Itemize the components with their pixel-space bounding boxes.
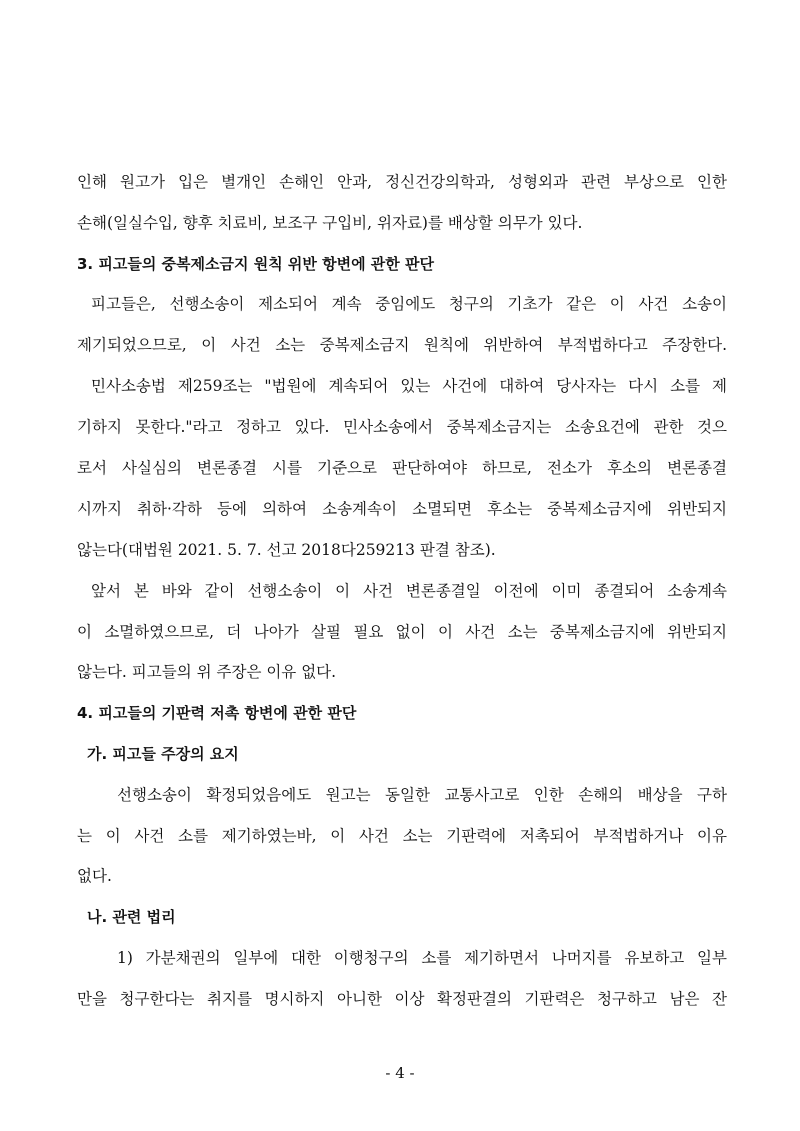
body-text-line: 앞서 본 바와 같이 선행소송이 이 사건 변론종결일 이전에 이미 종결되어 소송계속 (91, 582, 727, 600)
body-text-line: 인해 원고가 입은 별개인 손해인 안과, 정신건강의학과, 성형외과 관련 부상으로 인한 (77, 173, 727, 191)
body-text-line: 않는다. 피고들의 위 주장은 이유 없다. (77, 663, 337, 681)
page-number: - 4 - (385, 1064, 415, 1082)
body-text-line: 기하지 못한다."라고 정하고 있다. 민사소송에서 중복제소금지는 소송요건에 관한 것으 (77, 418, 727, 436)
body-text-line: 로서 사실심의 변론종결 시를 기준으로 판단하여야 하므로, 전소가 후소의 변론종결 (77, 459, 727, 477)
body-text-line: 손해(일실수입, 향후 치료비, 보조구 구입비, 위자료)를 배상할 의무가 있다. (77, 214, 583, 232)
subsection-heading-na: 나. 관련 법리 (87, 908, 176, 926)
body-text-line: 1) 가분채권의 일부에 대한 이행청구의 소를 제기하면서 나머지를 유보하고 일부 (117, 949, 727, 967)
section-heading-4: 4. 피고들의 기판력 저촉 항변에 관한 판단 (77, 704, 357, 722)
body-text-line: 선행소송이 확정되었음에도 원고는 동일한 교통사고로 인한 손해의 배상을 구하 (117, 786, 727, 804)
body-text-line: 이 소멸하였으므로, 더 나아가 살필 필요 없이 이 사건 소는 중복제소금지에 위반되지 (77, 623, 727, 641)
body-text-line: 않는다(대법원 2021. 5. 7. 선고 2018다259213 판결 참조). (77, 541, 496, 559)
body-text-line: 민사소송법 제259조는 "법원에 계속되어 있는 사건에 대하여 당사자는 다시 소를 제 (91, 377, 727, 395)
body-text-line: 시까지 취하·각하 등에 의하여 소송계속이 소멸되면 후소는 중복제소금지에 위반되지 (77, 500, 727, 518)
body-text-line: 만을 청구한다는 취지를 명시하지 아니한 이상 확정판결의 기판력은 청구하고 남은 잔 (77, 990, 727, 1008)
body-text-line: 제기되었으므로, 이 사건 소는 중복제소금지 원칙에 위반하여 부적법하다고 주장한다. (77, 336, 727, 354)
body-text-line: 피고들은, 선행소송이 제소되어 계속 중임에도 청구의 기초가 같은 이 사건 소송이 (91, 295, 727, 313)
section-heading-3: 3. 피고들의 중복제소금지 원칙 위반 항변에 관한 판단 (77, 255, 434, 273)
body-text-line: 는 이 사건 소를 제기하였는바, 이 사건 소는 기판력에 저촉되어 부적법하거나 이유 (77, 827, 727, 845)
body-text-line: 없다. (77, 867, 112, 885)
subsection-heading-ga: 가. 피고들 주장의 요지 (87, 745, 239, 763)
